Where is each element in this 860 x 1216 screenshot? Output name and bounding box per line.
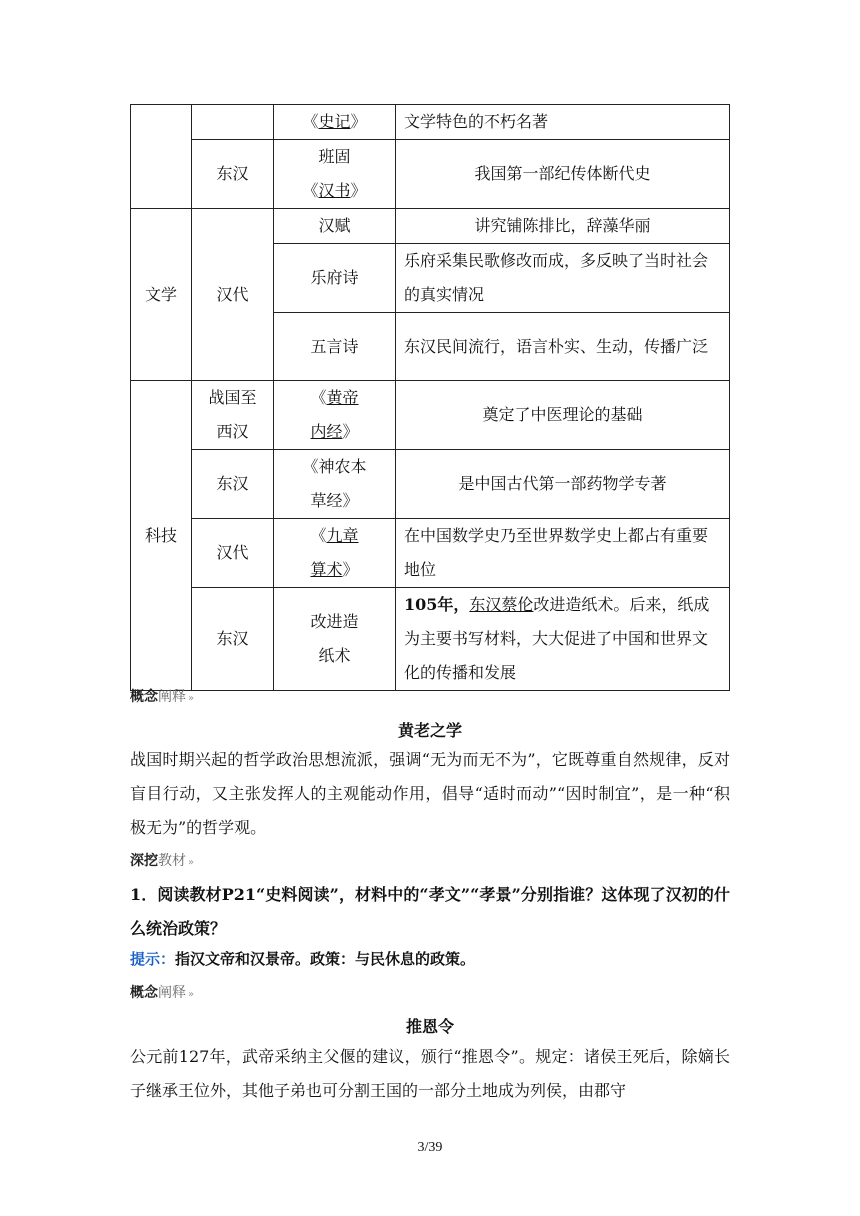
table-cell-work: 《神农本 草经》: [274, 450, 396, 519]
chevron-down-icon: »: [188, 857, 195, 868]
hint: [130, 948, 475, 969]
concept-title: 推恩令: [405, 1017, 454, 1036]
table-cell-era: 汉代: [192, 209, 274, 381]
table-cell-desc: 在中国数学史乃至世界数学史上都占有重要地位: [396, 519, 730, 588]
table-cell-work: 乐府诗: [274, 244, 396, 313]
concept-title: 黄老之学: [397, 721, 462, 740]
table-cell-desc: 文学特色的不朽名著: [396, 105, 730, 140]
chevron-down-icon: »: [188, 693, 195, 704]
table-cell-desc: 讲究铺陈排比，辞藻华丽: [396, 209, 730, 244]
question-text: 1．阅读教材P21“史料阅读”，材料中的“孝文”“孝景”分别指谁？这体现了汉初的什么统治政策？: [130, 885, 730, 938]
table-cell-desc: 105年，东汉蔡伦改进造纸术。后来，纸成为主要书写材料，大大促进了中国和世界文化的传播和发展: [396, 588, 730, 691]
table-cell-era: 战国至 西汉: [192, 381, 274, 450]
table-cell-work: 汉赋: [274, 209, 396, 244]
page-number: 3/39: [417, 1140, 443, 1155]
table-cell-work: [274, 140, 396, 209]
table-cell-work: 《九章 算术》: [274, 519, 396, 588]
table-cell-work: 改进造 纸术: [274, 588, 396, 691]
table-cell-desc: 东汉民间流行，语言朴实、生动，传播广泛: [396, 313, 730, 381]
table-cell-category: 科技: [131, 381, 192, 691]
table-cell-work: 《黄帝 内经》: [274, 381, 396, 450]
table-cell-era: 汉代: [192, 519, 274, 588]
table-cell-blank: [192, 105, 274, 140]
table-cell-desc: 我国第一部纪传体断代史: [396, 140, 730, 209]
work-title: 《汉书》: [302, 181, 367, 200]
section-header-concept: 概念阐释 »: [130, 985, 195, 1001]
section-header-textbook: 深挖教材 »: [130, 853, 195, 869]
table-cell-desc: 乐府采集民歌修改而成，多反映了当时社会的真实情况: [396, 244, 730, 313]
hint-text: 指汉文帝和汉景帝。政策：与民休息的政策。: [175, 950, 476, 968]
shiji-title: 史记: [318, 112, 351, 131]
table-cell-era: 东汉: [192, 450, 274, 519]
table-cell-work: 《史记》: [274, 105, 396, 140]
table-cell-desc: 是中国古代第一部药物学专著: [396, 450, 730, 519]
culture-table: [130, 104, 730, 691]
concept-body: 公元前127年，武帝采纳主父偃的建议，颁行“推恩令”。规定：诸侯王死后，除嫡长子继承王位外，其他子弟也可分割王国的一部分土地成为列侯，由郡守: [130, 1047, 730, 1100]
section-header-concept: 概念阐释 »: [130, 689, 195, 705]
author-name: 班固: [318, 147, 351, 166]
table-cell-category: 文学: [131, 209, 192, 381]
concept-body: 战国时期兴起的哲学政治思想流派，强调“无为而无不为”，它既尊重自然规律，反对盲目行动，又主张发挥人的主观能动作用，倡导“适时而动”“因时制宜”，是一种“积极无为”的哲学观。: [130, 750, 730, 837]
table-cell-blank: [131, 105, 192, 209]
table-cell-era: 东汉: [192, 588, 274, 691]
hint-label: 提示：: [130, 950, 176, 968]
table-cell-era: 东汉: [192, 140, 274, 209]
chevron-down-icon: »: [188, 989, 195, 1000]
table-cell-work: 五言诗: [274, 313, 396, 381]
table-cell-desc: 奠定了中医理论的基础: [396, 381, 730, 450]
